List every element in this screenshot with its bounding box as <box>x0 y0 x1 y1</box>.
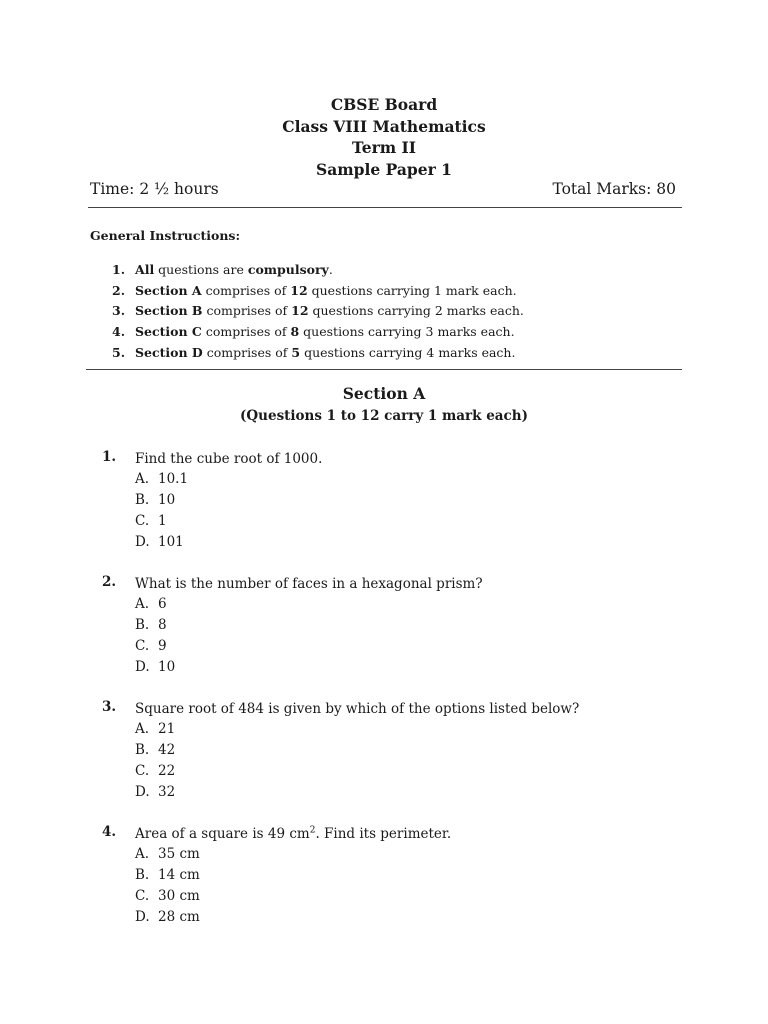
instruction-item <box>110 301 524 322</box>
option-label: D. <box>135 534 150 550</box>
question-text-part: Area of a square is 49 cm <box>135 826 310 842</box>
question-text: Find the cube root of 1000. <box>135 451 323 467</box>
option-label: A. <box>135 596 150 612</box>
question-number: 4. <box>102 824 117 840</box>
option-item <box>135 469 682 490</box>
superscript: 2 <box>309 825 316 836</box>
instruction-text: comprises of <box>201 324 291 340</box>
instruction-number: 3. <box>112 303 126 319</box>
option-value: 10 <box>158 492 176 508</box>
question-item <box>102 449 682 553</box>
instruction-item <box>110 260 524 281</box>
time-marks-row <box>90 180 676 202</box>
question-item <box>102 699 682 803</box>
instruction-text: 12 <box>291 303 309 319</box>
option-value: 10.1 <box>158 471 189 487</box>
question-number: 1. <box>102 449 117 465</box>
instruction-item <box>110 343 524 364</box>
option-label: B. <box>135 742 150 758</box>
option-label: D. <box>135 659 150 675</box>
option-value: 14 cm <box>158 867 200 883</box>
option-value: 32 <box>158 784 176 800</box>
option-value: 8 <box>158 617 167 633</box>
option-item <box>135 886 682 907</box>
option-item <box>135 907 682 928</box>
instruction-text: 5 <box>291 344 301 360</box>
instruction-text: All <box>135 262 155 277</box>
question-text: What is the number of faces in a hexagonal prism? <box>135 576 483 592</box>
option-item <box>135 636 682 657</box>
question-text <box>135 824 682 844</box>
option-value: 101 <box>158 534 184 550</box>
question-number: 2. <box>102 574 117 590</box>
instruction-text: comprises of <box>202 303 292 319</box>
instruction-number: 5. <box>112 344 126 360</box>
question-number: 3. <box>102 699 117 715</box>
option-label: D. <box>135 909 150 925</box>
option-value: 6 <box>158 596 167 612</box>
instruction-item <box>110 322 524 343</box>
section-title: Section A <box>342 384 426 403</box>
option-value: 21 <box>158 721 176 737</box>
option-item <box>135 865 682 886</box>
option-value: 42 <box>158 742 176 758</box>
option-item <box>135 511 682 532</box>
option-item <box>135 844 682 865</box>
option-item <box>135 657 682 678</box>
option-item <box>135 532 682 553</box>
option-value: 22 <box>158 763 176 779</box>
option-value: 10 <box>158 659 176 675</box>
instruction-text: 12 <box>290 282 308 298</box>
instruction-text: questions carrying 4 marks each. <box>300 344 516 360</box>
option-label: A. <box>135 471 150 487</box>
instruction-text: Section A <box>135 282 202 298</box>
option-value: 9 <box>158 638 167 654</box>
instruction-text: comprises of <box>201 282 291 298</box>
options-list <box>135 594 682 678</box>
question-item <box>102 824 682 928</box>
option-label: C. <box>135 513 150 529</box>
option-label: A. <box>135 721 150 737</box>
section-subtitle: (Questions 1 to 12 carry 1 mark each) <box>240 408 528 424</box>
instruction-item <box>110 281 524 302</box>
option-label: D. <box>135 784 150 800</box>
option-value: 35 cm <box>158 846 200 862</box>
option-label: A. <box>135 846 150 862</box>
option-label: C. <box>135 763 150 779</box>
option-item <box>135 594 682 615</box>
total-marks: Total Marks: 80 <box>552 180 676 198</box>
instructions-divider <box>86 369 682 370</box>
time-allowed: Time: 2 ½ hours <box>90 180 219 198</box>
instruction-text: questions carrying 2 marks each. <box>308 303 524 319</box>
question-item <box>102 574 682 678</box>
option-label: C. <box>135 888 150 904</box>
option-value: 30 cm <box>158 888 200 904</box>
options-list <box>135 719 682 803</box>
instruction-number: 1. <box>112 262 126 277</box>
option-label: B. <box>135 617 150 633</box>
instructions-list <box>110 260 524 363</box>
instruction-text: Section D <box>135 344 203 360</box>
options-list <box>135 469 682 553</box>
option-value: 1 <box>158 513 167 529</box>
option-label: B. <box>135 492 150 508</box>
instruction-text: Section C <box>135 324 202 340</box>
instruction-number: 4. <box>112 324 126 340</box>
board-title: CBSE Board <box>330 95 438 114</box>
instruction-text: Section B <box>135 303 203 319</box>
instruction-text: questions are <box>154 262 248 277</box>
header-divider <box>88 207 682 208</box>
question-text: Square root of 484 is given by which of the options listed below? <box>135 701 580 717</box>
instruction-number: 2. <box>112 282 126 298</box>
paper-header <box>0 94 768 180</box>
class-subject-title: Class VIII Mathematics <box>282 116 486 136</box>
instruction-text: . <box>328 262 333 277</box>
option-item <box>135 761 682 782</box>
option-item <box>135 782 682 803</box>
instruction-text: 8 <box>290 324 300 340</box>
option-item <box>135 719 682 740</box>
question-list <box>102 449 682 949</box>
option-label: B. <box>135 867 150 883</box>
instruction-text: questions carrying 1 mark each. <box>307 282 517 298</box>
term-title: Term II <box>351 138 417 157</box>
option-item <box>135 490 682 511</box>
option-label: C. <box>135 638 150 654</box>
paper-title: Sample Paper 1 <box>316 159 452 179</box>
instruction-text: comprises of <box>202 344 292 360</box>
general-instructions-heading: General Instructions: <box>90 228 241 243</box>
options-list <box>135 844 682 928</box>
option-value: 28 cm <box>158 909 200 925</box>
option-item <box>135 615 682 636</box>
instruction-text: questions carrying 3 marks each. <box>299 324 515 340</box>
instruction-text: compulsory <box>247 262 329 277</box>
option-item <box>135 740 682 761</box>
question-text-part: . Find its perimeter. <box>315 826 452 842</box>
